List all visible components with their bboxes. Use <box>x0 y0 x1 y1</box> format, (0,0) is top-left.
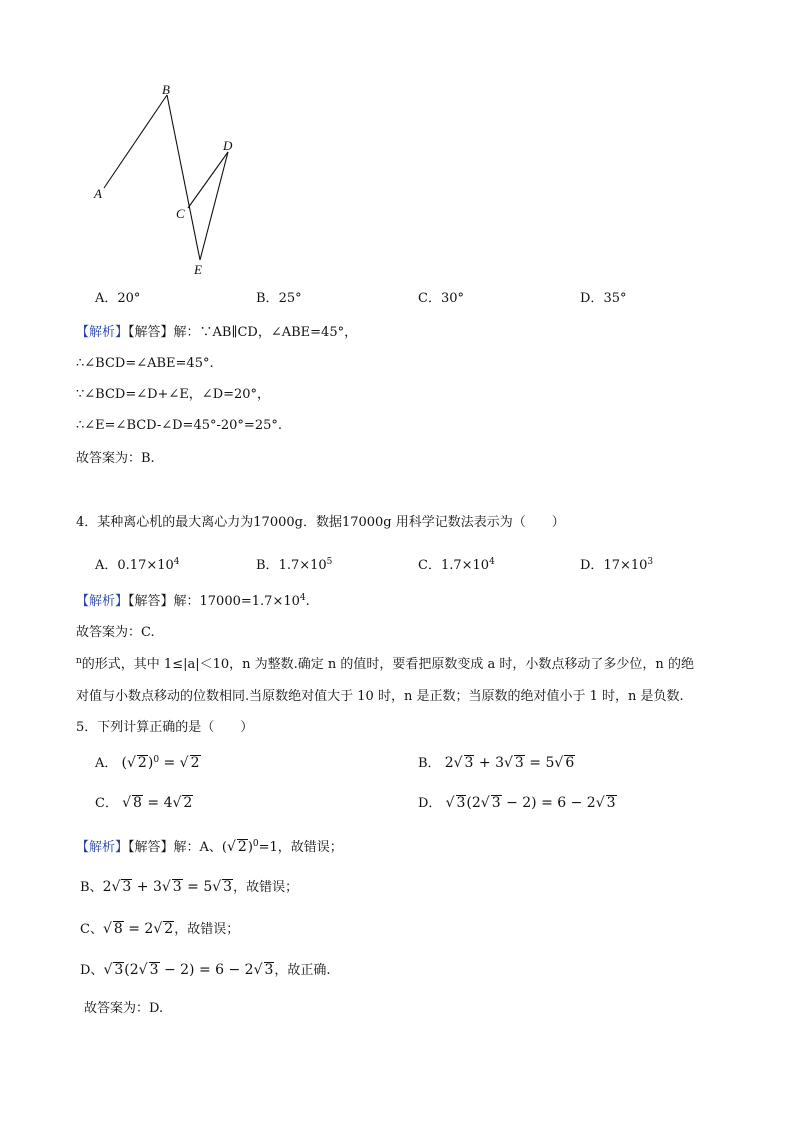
q5-answer: 故答案为：D. <box>84 1001 164 1016</box>
label-a: A <box>94 186 102 201</box>
analysis-tag: 【解析】 <box>76 325 129 340</box>
label-c: C <box>176 206 185 221</box>
q3-choice-c: C．30° <box>418 291 464 306</box>
label-d: D <box>223 138 233 153</box>
q4-choice-d: D．$17\times 10^3$ <box>580 557 654 573</box>
q4-choice-b: B．$1.7\times 10^5$ <box>256 557 333 573</box>
q3-choice-a: A．20° <box>95 291 141 306</box>
label-b: B <box>162 82 170 97</box>
q5-choice-b: B． 2√ 3 + 3√ 3 = 5√ 6 <box>418 755 575 771</box>
q4-choice-a: A．$0.17\times 10^4$ <box>95 557 180 573</box>
q5-analysis-c: C、√ 8 = 2√ 2，故错误； <box>80 921 240 937</box>
analysis-tag: 【解析】 <box>76 840 129 855</box>
q3-analysis-line-1: ∴∠BCD=∠ABE=45°. <box>76 356 214 371</box>
q4-answer: 故答案为：C. <box>76 625 155 640</box>
q3-choice-b: B．25° <box>256 291 302 306</box>
q4-note-line-2: 对值与小数点移动的位数相同.当原数绝对值大于 10 时，n 是正数；当原数的绝对值小于 1 时，n 是负数. <box>76 689 684 704</box>
analysis-tag: 【解析】 <box>76 594 129 609</box>
q4-note-line-1: $^n$的形式，其中 1≤|a|＜10，n 为整数.确定 n 的值时，要看把原数变成 a 时，小数点移动了多少位，n 的绝 <box>76 656 694 672</box>
q3-analysis-line-3: ∴∠E=∠BCD-∠D=45°-20°=25°. <box>76 418 282 433</box>
segment-ab <box>104 95 167 188</box>
q5-analysis-b: B、2√ 3 + 3√ 3 = 5√ 3，故错误； <box>80 879 299 895</box>
label-e: E <box>194 262 202 277</box>
q4-analysis-head: 【解析】【解答】解：$17000=1.7\times 10^4$. <box>76 593 310 609</box>
q5-choice-d: D． √ 3(2√ 3 − 2) = 6 − 2√ 3 <box>418 795 616 811</box>
q5-choice-a: A． (√ 2)$^0$ = √ 2 <box>95 755 200 771</box>
q4-choice-c: C．$1.7\times 10^4$ <box>418 557 495 573</box>
figure-lines <box>104 95 228 260</box>
q3-choice-d: D．35° <box>580 291 627 306</box>
q3-analysis-line-2: ∵∠BCD=∠D+∠E，∠D=20°， <box>76 387 271 402</box>
q5-choice-c: C． √ 8 = 4√ 2 <box>95 795 193 811</box>
q5-analysis-head: 【解析】【解答】解：A、(√ 2)$^0$=1，故错误； <box>76 839 343 855</box>
q3-answer: 故答案为：B. <box>76 451 155 466</box>
q5-stem: 5．下列计算正确的是（ ） <box>76 720 254 735</box>
q3-analysis-head: 【解析】【解答】解：∵AB∥CD，∠ABE=45°， <box>76 325 358 340</box>
q4-stem: 4．某种离心机的最大离心力为17000g．数据17000g 用科学记数法表示为（ ） <box>76 515 565 530</box>
segment-de <box>200 152 228 260</box>
q5-analysis-d: D、√ 3(2√ 3 − 2) = 6 − 2√ 3，故正确. <box>80 962 331 978</box>
segment-be <box>167 95 200 260</box>
segment-cd <box>188 152 228 208</box>
geometry-figure <box>92 80 252 280</box>
